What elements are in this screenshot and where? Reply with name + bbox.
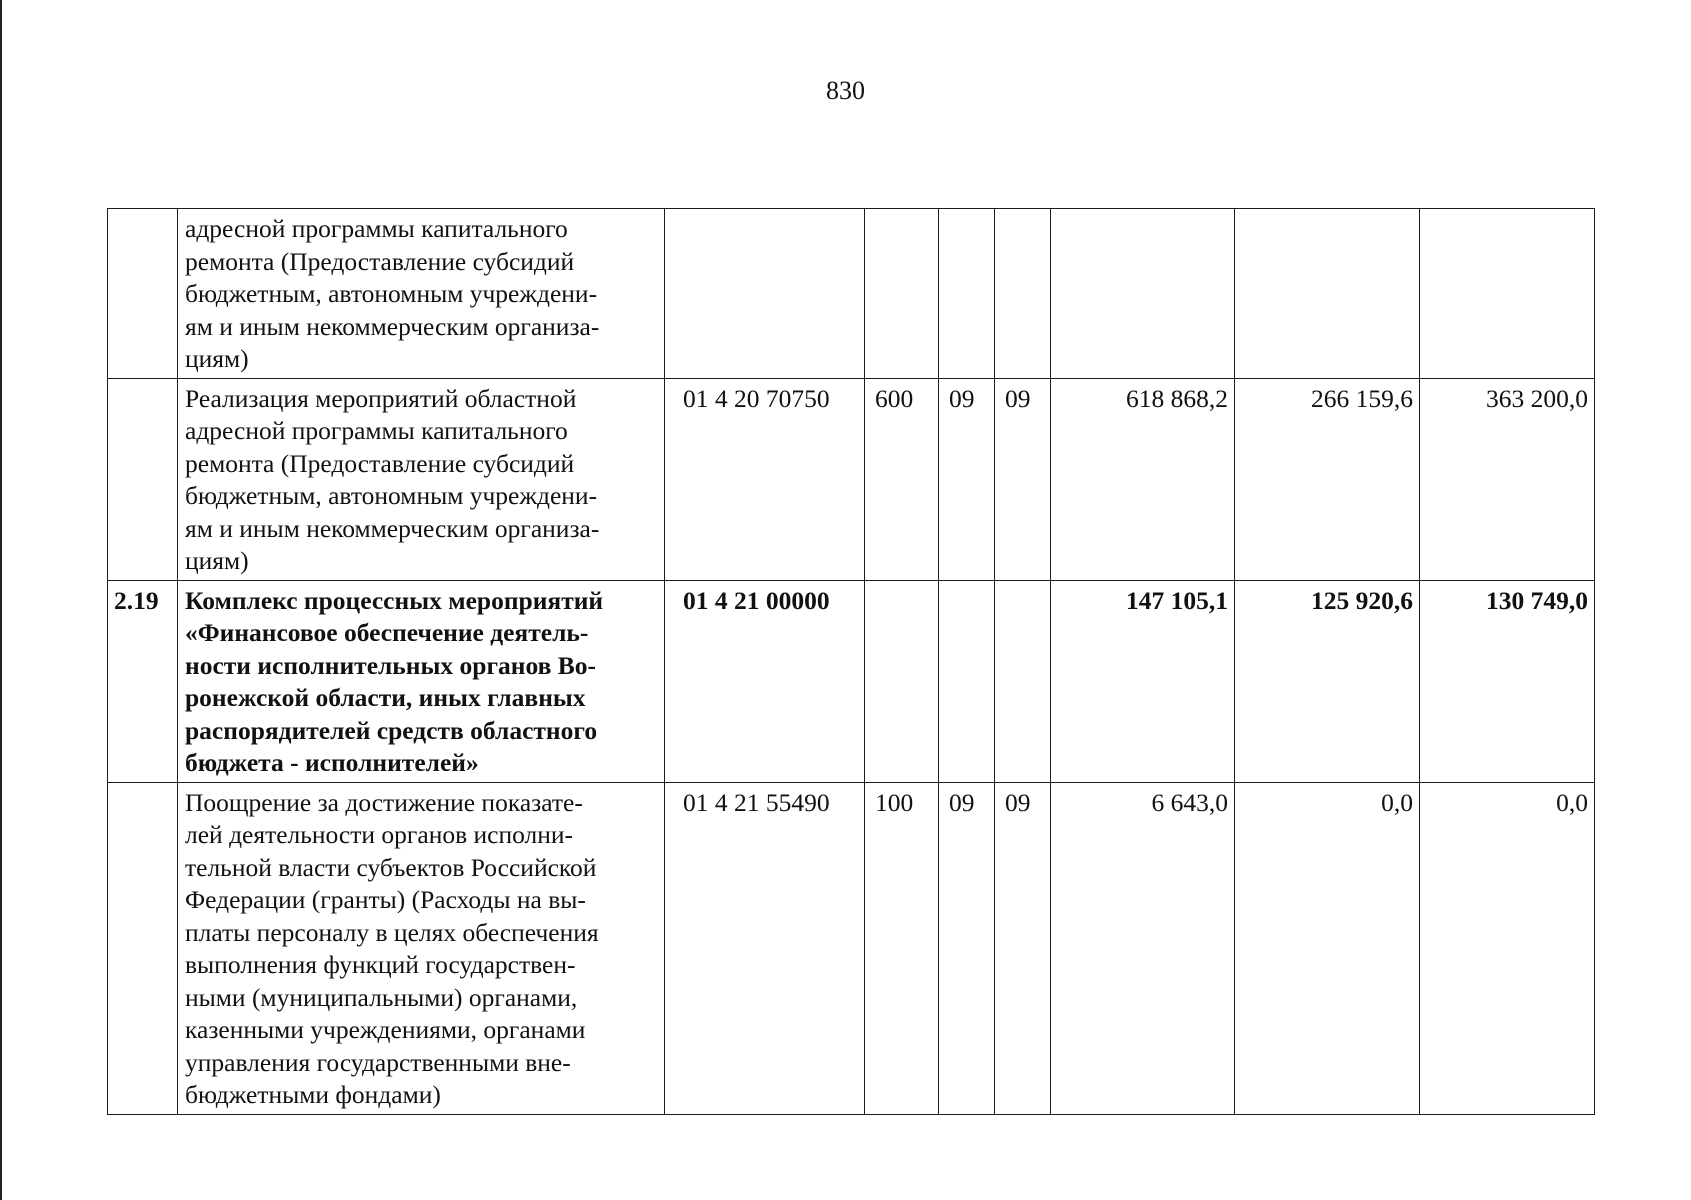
row-value-3-cell: 363 200,0 [1420,378,1595,580]
row-number-cell [108,782,178,1114]
row-code-cell [665,209,865,379]
row-code-cell: 01 4 21 55490 [665,782,865,1114]
name-line: Комплекс процессных мероприятий [185,585,604,615]
row-code-cell: 01 4 20 70750 [665,378,865,580]
budget-table [107,208,1595,1115]
row-vr-cell [865,580,939,782]
row-value-1-cell: 618 868,2 [1051,378,1235,580]
name-line: лей деятельности органов исполни- [185,820,574,849]
row-value-3-cell [1420,209,1595,379]
name-line: ям и иным некоммерческим организа- [185,311,600,341]
name-line: бюджетными фондами) [185,1080,441,1109]
row-pr-cell: 09 [995,378,1051,580]
name-line: бюджета - исполнителей» [185,748,479,777]
row-vr-cell [865,209,939,379]
name-line: «Финансовое обеспечение деятель- [185,618,589,647]
name-line: ремонта (Предоставление субсидий [185,448,575,478]
row-pr-cell [995,580,1051,782]
name-line: распорядителей средств областного [185,715,598,745]
row-vr-cell: 100 [865,782,939,1114]
row-value-3-cell: 130 749,0 [1420,580,1595,782]
row-code-cell: 01 4 21 00000 [665,580,865,782]
row-value-2-cell: 0,0 [1235,782,1420,1114]
name-line: выполнения функций государствен- [185,950,576,979]
row-rz-cell [939,209,995,379]
name-line: ремонта (Предоставление субсидий [185,246,575,276]
name-line: бюджетным, автономным учреждени- [185,279,598,308]
row-value-1-cell: 147 105,1 [1051,580,1235,782]
row-name-cell [178,209,665,379]
name-line: циям) [185,546,249,575]
name-line: Федерации (гранты) (Расходы на вы- [185,885,586,914]
row-value-3-cell: 0,0 [1420,782,1595,1114]
name-line: Реализация мероприятий областной [185,383,577,413]
name-line: ям и иным некоммерческим организа- [185,513,600,543]
row-pr-cell [995,209,1051,379]
table-row [108,378,1595,580]
row-number-cell [108,209,178,379]
row-rz-cell: 09 [939,782,995,1114]
row-number-cell [108,378,178,580]
row-value-1-cell: 6 643,0 [1051,782,1235,1114]
name-line: Поощрение за достижение показате- [185,787,583,817]
row-name-cell [178,580,665,782]
row-rz-cell: 09 [939,378,995,580]
name-line: адресной программы капитального [185,214,568,243]
row-name-cell [178,782,665,1114]
table-row [108,782,1595,1114]
page-number: 830 [826,76,865,105]
name-line: циям) [185,344,249,373]
row-pr-cell: 09 [995,782,1051,1114]
row-value-1-cell [1051,209,1235,379]
row-value-2-cell: 125 920,6 [1235,580,1420,782]
table-row [108,580,1595,782]
name-line: ности исполнительных органов Во- [185,650,596,680]
name-line: ными (муниципальными) органами, [185,982,578,1012]
name-line: платы персоналу в целях обеспечения [185,917,599,947]
name-line: казенными учреждениями, органами [185,1015,586,1044]
row-rz-cell [939,580,995,782]
name-line: тельной власти субъектов Российской [185,852,597,882]
row-number-cell: 2.19 [108,580,178,782]
row-value-2-cell: 266 159,6 [1235,378,1420,580]
row-name-cell [178,378,665,580]
page-edge-line [0,0,2,1200]
name-line: управления государственными вне- [185,1047,571,1077]
row-vr-cell: 600 [865,378,939,580]
name-line: ронежской области, иных главных [185,683,586,712]
table-row [108,209,1595,379]
name-line: адресной программы капитального [185,416,568,445]
row-value-2-cell [1235,209,1420,379]
name-line: бюджетным, автономным учреждени- [185,481,598,510]
